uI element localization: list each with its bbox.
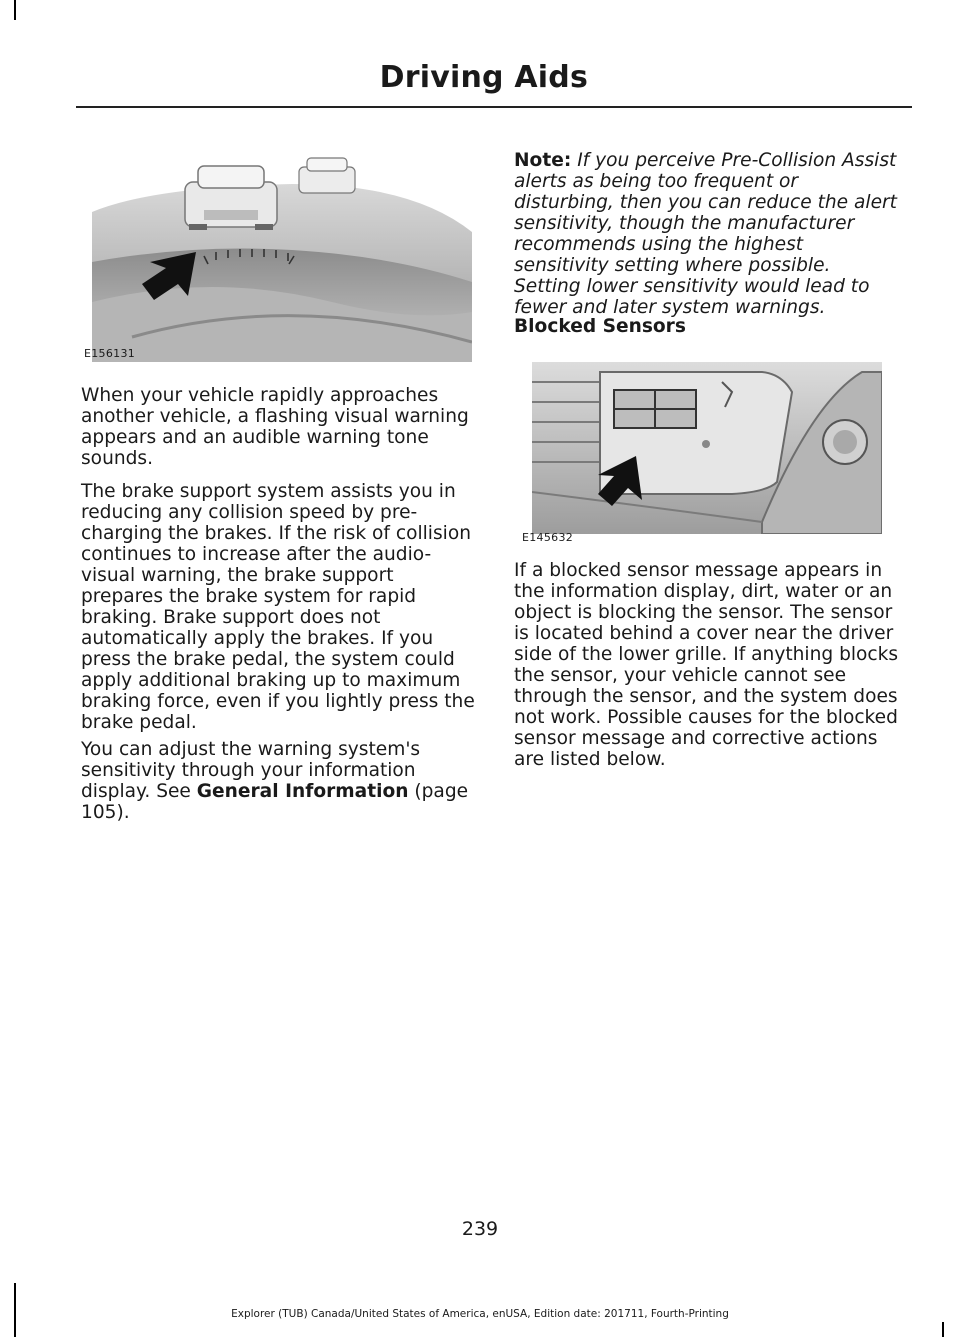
figure-collision-warning xyxy=(92,152,472,362)
page-title: Driving Aids xyxy=(379,60,588,95)
crop-mark-bottom-right-v xyxy=(942,1322,944,1337)
lead-car-icon xyxy=(185,166,277,230)
section-heading-blocked-sensors: Blocked Sensors xyxy=(514,316,686,337)
crop-mark-top-left-v xyxy=(14,0,16,20)
header-rule xyxy=(76,106,912,108)
figure-id-2: E145632 xyxy=(522,531,574,544)
paragraph-blocked-sensor: If a blocked sensor message appears in the information display, dirt, water or an object is blocking the sensor. The sensor is located behind a cover near the driver side of the lower grille. If anything blocks the sensor, your vehicle cannot see through the sensor, and the system does not work. Possible causes for the blocked sensor message and corrective actions are listed below. xyxy=(514,560,899,770)
general-information-link[interactable]: General Information xyxy=(196,781,409,802)
paragraph-brake-support: The brake support system assists you in reducing any collision speed by pre-charging the brakes. If the risk of collision continues to increase after the audio-visual warning, the brake support prepares the brake system for rapid braking. Brake support does not automatically apply the brakes. If you press the brake pedal, the system could apply additional braking up to maximum braking force, even if you lightly press the brake pedal. xyxy=(81,481,475,733)
note-label: Note: xyxy=(514,150,572,171)
paragraph-sensitivity xyxy=(81,739,476,823)
sensitivity-text-before: You can adjust the warning system's sensitivity through your information display. See xyxy=(81,739,421,802)
sensitivity-text-after: (page 105). xyxy=(81,781,469,823)
paragraph-warning: When your vehicle rapidly approaches another vehicle, a flashing visual warning appears and an audible warning tone sounds. xyxy=(81,385,469,469)
note-text: If you perceive Pre-Collision Assist alerts as being too frequent or disturbing, then you can reduce the alert sensitivity, though the manufacturer recommends using the highest sensitivity setting where possible. Setting lower sensitivity would lead to fewer and later system warnings. xyxy=(514,150,897,318)
radar-sensor-icon xyxy=(614,390,696,428)
edition-footer: Explorer (TUB) Canada/United States of America, enUSA, Edition date: 201711, Fourth-Printing xyxy=(231,1308,729,1320)
figure-id-1: E156131 xyxy=(84,347,136,360)
collision-warning-illustration xyxy=(92,152,472,362)
figure-sensor-location xyxy=(532,362,882,534)
note-sensitivity xyxy=(514,150,899,318)
sensor-location-illustration xyxy=(532,362,882,534)
page-number: 239 xyxy=(461,1218,499,1240)
distant-car-icon xyxy=(299,158,355,193)
